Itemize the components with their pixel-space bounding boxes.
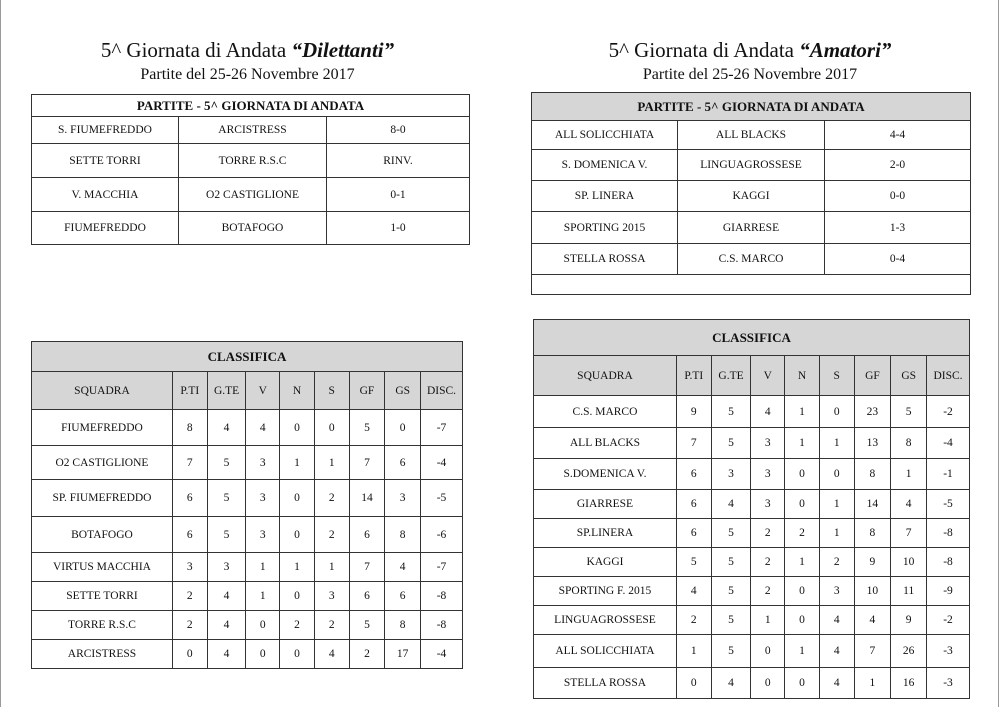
team-name: LINGUAGROSSESE [534,606,677,635]
team-name: TORRE R.S.C [32,611,173,640]
goals-against: 26 [891,635,927,668]
match-row [532,121,971,150]
right-standings-header: CLASSIFICA [534,320,970,356]
discipline: -1 [927,459,970,490]
discipline: -4 [421,640,463,669]
games-played: 4 [711,668,751,699]
team-name: SPORTING F. 2015 [534,577,677,606]
goals-against: 1 [891,459,927,490]
goals-for: 5 [349,410,385,446]
goals-for: 7 [349,553,385,582]
discipline: -4 [927,428,970,459]
away-team: KAGGI [678,181,825,212]
goals-for: 23 [854,396,891,428]
points: 1 [676,635,711,668]
left-matches-table [31,94,470,245]
losses: 3 [819,577,854,606]
points: 6 [676,459,711,490]
games-played: 4 [207,582,246,611]
team-name: O2 CASTIGLIONE [32,446,173,480]
draws: 1 [785,396,820,428]
wins: 3 [246,517,280,553]
goals-for: 8 [854,459,891,490]
discipline: -7 [421,410,463,446]
left-standings-table [31,341,463,669]
draws: 2 [785,519,820,548]
team-name: ALL SOLICCHIATA [534,635,677,668]
discipline: -2 [927,606,970,635]
losses: 1 [819,490,854,519]
games-played: 5 [711,606,751,635]
games-played: 4 [711,490,751,519]
standings-row [534,396,970,428]
match-row [32,212,470,245]
goals-for: 2 [349,640,385,669]
draws: 1 [280,446,315,480]
wins: 3 [751,490,785,519]
wins: 0 [751,635,785,668]
goals-against: 8 [385,517,421,553]
games-played: 3 [711,459,751,490]
right-title [530,38,970,62]
col-vinte: V [751,356,785,396]
discipline: -9 [927,577,970,606]
match-row [32,117,470,144]
points: 2 [172,582,207,611]
col-punti: P.TI [676,356,711,396]
losses: 2 [314,517,349,553]
goals-against: 17 [385,640,421,669]
points: 7 [676,428,711,459]
games-played: 5 [711,635,751,668]
discipline: -3 [927,635,970,668]
discipline: -8 [927,519,970,548]
left-title-prefix: 5^ Giornata di Andata [100,38,292,62]
losses: 1 [819,428,854,459]
games-played: 3 [207,553,246,582]
points: 2 [172,611,207,640]
home-team: SETTE TORRI [32,144,179,178]
games-played: 5 [711,519,751,548]
team-name: FIUMEFREDDO [32,410,173,446]
goals-against: 7 [891,519,927,548]
discipline: -8 [421,611,463,640]
match-row-empty [532,275,971,295]
match-row [532,244,971,275]
col-nulle: N [785,356,820,396]
col-squadra: SQUADRA [534,356,677,396]
losses: 4 [819,668,854,699]
wins: 0 [246,611,280,640]
home-team: SPORTING 2015 [532,212,678,244]
col-giocate: G.TE [711,356,751,396]
col-disciplina: DISC. [927,356,970,396]
col-gol-fatti: GF [349,372,385,410]
discipline: -6 [421,517,463,553]
losses: 3 [314,582,349,611]
home-team: ALL SOLICCHIATA [532,121,678,150]
right-title-prefix: 5^ Giornata di Andata [608,38,800,62]
discipline: -2 [927,396,970,428]
goals-against: 4 [385,553,421,582]
points: 5 [676,548,711,577]
match-row [32,144,470,178]
points: 3 [172,553,207,582]
team-name: VIRTUS MACCHIA [32,553,173,582]
away-team: BOTAFOGO [179,212,327,245]
wins: 3 [751,459,785,490]
right-standings-table [533,319,970,699]
draws: 0 [785,459,820,490]
col-sconfitte: S [314,372,349,410]
wins: 3 [751,428,785,459]
goals-for: 4 [854,606,891,635]
col-nulle: N [280,372,315,410]
team-name: BOTAFOGO [32,517,173,553]
match-row [532,150,971,181]
standings-row [534,635,970,668]
discipline: -8 [421,582,463,611]
losses: 4 [314,640,349,669]
right-title-category: “Amatori” [799,38,892,62]
col-gol-fatti: GF [854,356,891,396]
losses: 2 [314,480,349,517]
wins: 0 [751,668,785,699]
standings-row [534,606,970,635]
away-team: LINGUAGROSSESE [678,150,825,181]
standings-column-headers [534,356,970,396]
discipline: -5 [421,480,463,517]
match-score: 0-0 [825,181,971,212]
right-matches-header: PARTITE - 5^ GIORNATA DI ANDATA [532,93,971,121]
home-team: S. FIUMEFREDDO [32,117,179,144]
left-title [30,38,465,62]
match-row [532,181,971,212]
col-punti: P.TI [172,372,207,410]
standings-row [534,428,970,459]
team-name: SP.LINERA [534,519,677,548]
col-gol-subiti: GS [891,356,927,396]
draws: 0 [280,480,315,517]
goals-for: 1 [854,668,891,699]
goals-for: 13 [854,428,891,459]
goals-against: 3 [385,480,421,517]
standings-row [32,410,463,446]
team-name: KAGGI [534,548,677,577]
match-score: 1-3 [825,212,971,244]
losses: 4 [819,606,854,635]
goals-for: 14 [854,490,891,519]
goals-for: 8 [854,519,891,548]
points: 0 [676,668,711,699]
right-matches-table [531,92,971,295]
wins: 1 [751,606,785,635]
standings-row [534,490,970,519]
away-team: TORRE R.S.C [179,144,327,178]
losses: 4 [819,635,854,668]
match-score: 8-0 [327,117,470,144]
goals-against: 4 [891,490,927,519]
points: 7 [172,446,207,480]
empty-cell [532,275,971,295]
team-name: C.S. MARCO [534,396,677,428]
standings-row [32,553,463,582]
wins: 1 [246,553,280,582]
home-team: SP. LINERA [532,181,678,212]
goals-against: 0 [385,410,421,446]
games-played: 5 [207,446,246,480]
goals-for: 5 [349,611,385,640]
points: 4 [676,577,711,606]
goals-against: 10 [891,548,927,577]
games-played: 5 [711,428,751,459]
left-standings-header: CLASSIFICA [32,342,463,372]
team-name: STELLA ROSSA [534,668,677,699]
points: 2 [676,606,711,635]
col-sconfitte: S [819,356,854,396]
goals-for: 6 [349,582,385,611]
match-row [532,212,971,244]
goals-for: 14 [349,480,385,517]
match-score: 1-0 [327,212,470,245]
goals-for: 9 [854,548,891,577]
draws: 0 [785,668,820,699]
games-played: 4 [207,640,246,669]
match-score: RINV. [327,144,470,178]
goals-against: 6 [385,582,421,611]
match-score: 0-1 [327,178,470,212]
wins: 3 [246,446,280,480]
right-subtitle: Partite del 25-26 Novembre 2017 [642,66,858,83]
games-played: 5 [207,480,246,517]
match-score: 4-4 [825,121,971,150]
wins: 4 [246,410,280,446]
away-team: GIARRESE [678,212,825,244]
standings-row [32,480,463,517]
discipline: -7 [421,553,463,582]
goals-for: 7 [854,635,891,668]
points: 6 [172,480,207,517]
draws: 1 [785,428,820,459]
draws: 2 [280,611,315,640]
draws: 0 [785,577,820,606]
left-subtitle: Partite del 25-26 Novembre 2017 [140,66,355,83]
games-played: 4 [207,611,246,640]
home-team: FIUMEFREDDO [32,212,179,245]
losses: 0 [314,410,349,446]
home-team: V. MACCHIA [32,178,179,212]
wins: 0 [246,640,280,669]
goals-against: 8 [385,611,421,640]
wins: 2 [751,548,785,577]
match-score: 0-4 [825,244,971,275]
points: 8 [172,410,207,446]
col-disciplina: DISC. [421,372,463,410]
goals-against: 5 [891,396,927,428]
draws: 1 [785,635,820,668]
games-played: 4 [207,410,246,446]
team-name: GIARRESE [534,490,677,519]
goals-against: 11 [891,577,927,606]
team-name: ARCISTRESS [32,640,173,669]
games-played: 5 [711,548,751,577]
points: 0 [172,640,207,669]
discipline: -5 [927,490,970,519]
games-played: 5 [711,396,751,428]
wins: 3 [246,480,280,517]
draws: 0 [280,640,315,669]
points: 6 [172,517,207,553]
page-border-left [0,0,1,707]
wins: 2 [751,577,785,606]
losses: 2 [819,548,854,577]
points: 6 [676,519,711,548]
losses: 0 [819,396,854,428]
match-row [32,178,470,212]
standings-row [534,519,970,548]
discipline: -4 [421,446,463,480]
draws: 0 [280,517,315,553]
standings-column-headers [32,372,463,410]
goals-against: 9 [891,606,927,635]
team-name: SETTE TORRI [32,582,173,611]
col-vinte: V [246,372,280,410]
col-gol-subiti: GS [385,372,421,410]
standings-row [32,446,463,480]
wins: 2 [751,519,785,548]
standings-row [534,548,970,577]
match-score: 2-0 [825,150,971,181]
standings-row [534,668,970,699]
standings-row [32,640,463,669]
left-title-category: “Dilettanti” [291,38,395,62]
wins: 1 [246,582,280,611]
games-played: 5 [711,577,751,606]
goals-against: 8 [891,428,927,459]
points: 6 [676,490,711,519]
draws: 0 [785,606,820,635]
standings-row [534,459,970,490]
home-team: S. DOMENICA V. [532,150,678,181]
goals-against: 16 [891,668,927,699]
col-giocate: G.TE [207,372,246,410]
draws: 1 [280,553,315,582]
left-matches-header: PARTITE - 5^ GIORNATA DI ANDATA [32,95,470,117]
away-team: ALL BLACKS [678,121,825,150]
goals-for: 7 [349,446,385,480]
away-team: O2 CASTIGLIONE [179,178,327,212]
losses: 1 [314,446,349,480]
team-name: SP. FIUMEFREDDO [32,480,173,517]
points: 9 [676,396,711,428]
draws: 1 [785,548,820,577]
draws: 0 [785,490,820,519]
home-team: STELLA ROSSA [532,244,678,275]
draws: 0 [280,582,315,611]
discipline: -8 [927,548,970,577]
page-border-right [998,0,999,707]
losses: 0 [819,459,854,490]
standings-row [534,577,970,606]
games-played: 5 [207,517,246,553]
away-team: C.S. MARCO [678,244,825,275]
col-squadra: SQUADRA [32,372,173,410]
losses: 1 [314,553,349,582]
losses: 1 [819,519,854,548]
wins: 4 [751,396,785,428]
draws: 0 [280,410,315,446]
losses: 2 [314,611,349,640]
goals-for: 10 [854,577,891,606]
standings-row [32,517,463,553]
discipline: -3 [927,668,970,699]
standings-row [32,611,463,640]
team-name: S.DOMENICA V. [534,459,677,490]
away-team: ARCISTRESS [179,117,327,144]
standings-row [32,582,463,611]
goals-against: 6 [385,446,421,480]
goals-for: 6 [349,517,385,553]
team-name: ALL BLACKS [534,428,677,459]
